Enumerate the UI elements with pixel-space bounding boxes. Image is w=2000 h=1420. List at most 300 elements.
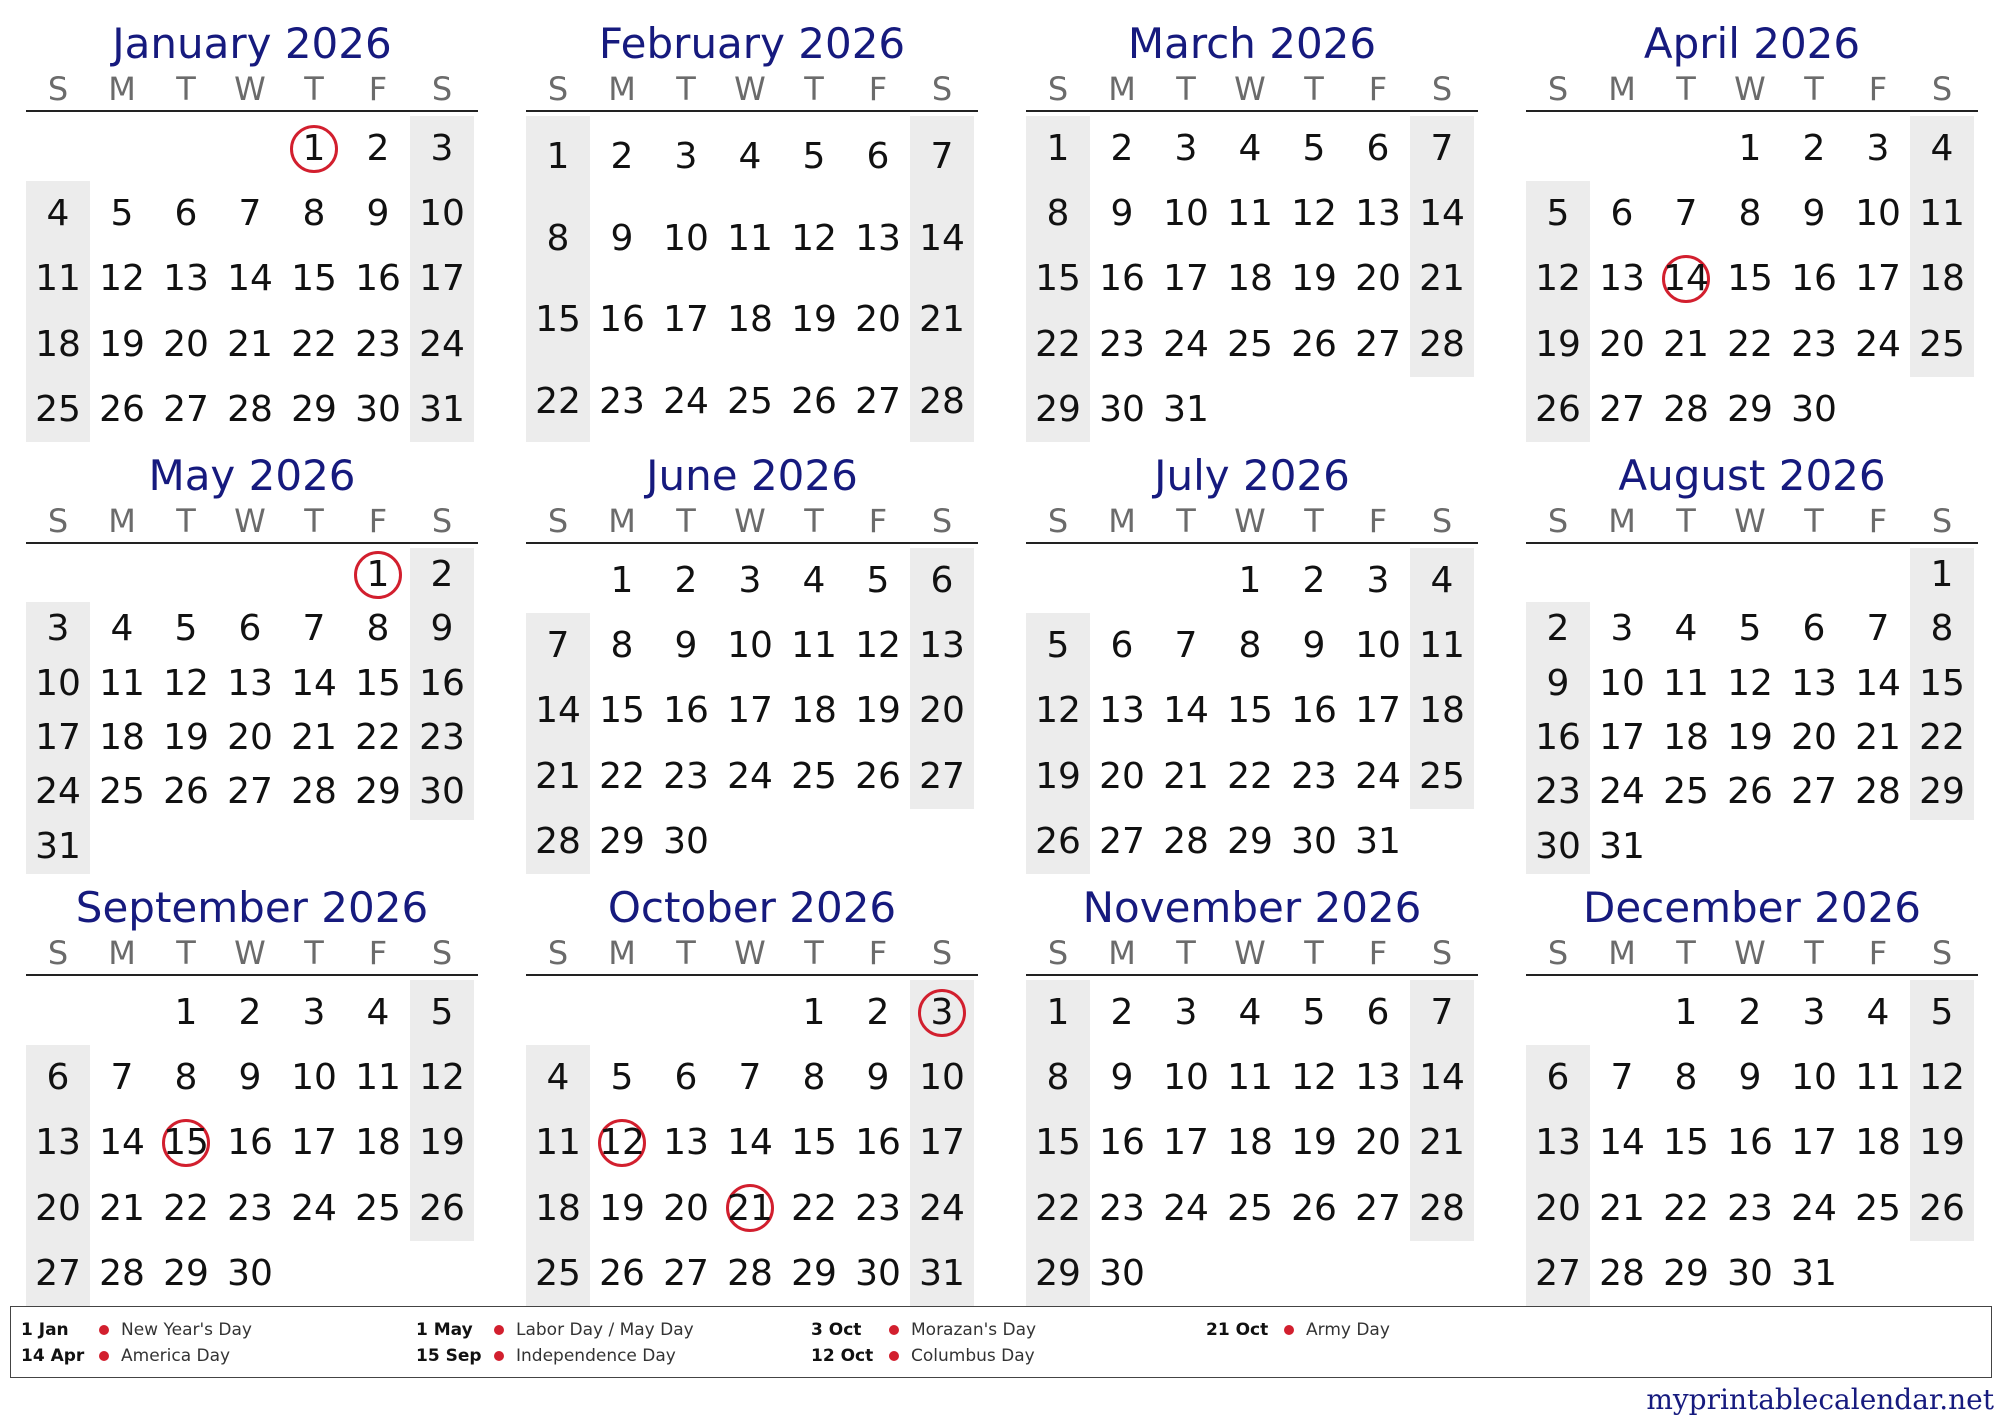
date-cell: 3 bbox=[930, 992, 954, 1033]
date-cell: 25 bbox=[1919, 323, 1965, 365]
weekday-label: T bbox=[676, 934, 696, 972]
date-cell: 9 bbox=[366, 193, 390, 235]
date-cell: 23 bbox=[419, 717, 465, 758]
date-cell: 10 bbox=[727, 625, 773, 667]
date-cell: 23 bbox=[355, 323, 401, 365]
holiday-date: 12 Oct bbox=[811, 1346, 874, 1366]
date-cell: 22 bbox=[355, 717, 401, 758]
date-cell: 26 bbox=[1291, 1187, 1337, 1229]
date-cell: 8 bbox=[1046, 1057, 1070, 1099]
date-cell: 1 bbox=[1046, 992, 1070, 1033]
date-cell: 30 bbox=[1791, 388, 1837, 430]
weekday-label: W bbox=[234, 502, 266, 540]
date-cell: 16 bbox=[1099, 258, 1145, 300]
month-block bbox=[1026, 18, 1478, 442]
weekday-label: S bbox=[47, 70, 69, 108]
date-cell: 19 bbox=[1035, 755, 1081, 797]
date-cell: 10 bbox=[291, 1057, 337, 1099]
date-cell: 26 bbox=[599, 1252, 645, 1294]
date-cell: 2 bbox=[610, 136, 634, 177]
date-cell: 20 bbox=[1599, 323, 1645, 365]
date-cell: 19 bbox=[163, 717, 209, 758]
date-cell: 17 bbox=[1855, 258, 1901, 300]
weekday-label: S bbox=[1431, 70, 1453, 108]
date-cell: 12 bbox=[1035, 690, 1081, 732]
date-cell: 30 bbox=[1099, 1252, 1145, 1294]
date-cell: 3 bbox=[738, 560, 762, 601]
date-cell: 8 bbox=[366, 608, 390, 650]
date-cell: 22 bbox=[1035, 1187, 1081, 1229]
date-cell: 8 bbox=[1238, 625, 1262, 667]
date-cell: 8 bbox=[1930, 608, 1954, 650]
date-cell: 8 bbox=[802, 1057, 826, 1099]
weekday-label: T bbox=[1676, 70, 1696, 108]
date-cell: 28 bbox=[1663, 388, 1709, 430]
date-cell: 5 bbox=[610, 1057, 634, 1099]
date-cell: 20 bbox=[227, 717, 273, 758]
date-cell: 18 bbox=[535, 1187, 581, 1229]
date-cell: 8 bbox=[174, 1057, 198, 1099]
date-cell: 14 bbox=[727, 1122, 773, 1164]
date-cell: 9 bbox=[1110, 193, 1134, 235]
date-cell: 21 bbox=[535, 755, 581, 797]
date-cell: 28 bbox=[1419, 323, 1465, 365]
date-cell: 29 bbox=[1663, 1252, 1709, 1294]
date-cell: 28 bbox=[99, 1252, 145, 1294]
date-cell: 6 bbox=[674, 1057, 698, 1099]
weekday-label: F bbox=[868, 934, 888, 972]
date-cell: 9 bbox=[866, 1057, 890, 1099]
date-cell: 12 bbox=[1535, 258, 1581, 300]
date-cell: 23 bbox=[1791, 323, 1837, 365]
date-cell: 9 bbox=[610, 217, 634, 259]
date-cell: 4 bbox=[802, 560, 826, 601]
date-cell: 6 bbox=[930, 560, 954, 601]
date-cell: 2 bbox=[1302, 560, 1326, 601]
month-title: June 2026 bbox=[646, 451, 858, 500]
date-cell: 6 bbox=[1110, 625, 1134, 667]
date-cell: 5 bbox=[430, 992, 454, 1033]
date-cell: 16 bbox=[663, 690, 709, 732]
date-cell: 31 bbox=[419, 388, 465, 430]
date-cell: 30 bbox=[1099, 388, 1145, 430]
holiday-date: 1 May bbox=[416, 1320, 473, 1340]
date-cell: 11 bbox=[99, 662, 145, 704]
date-cell: 26 bbox=[1035, 820, 1081, 862]
date-cell: 28 bbox=[535, 820, 581, 862]
date-cell: 16 bbox=[227, 1122, 273, 1164]
weekday-label: F bbox=[1868, 934, 1888, 972]
weekday-label: T bbox=[1176, 934, 1196, 972]
date-cell: 14 bbox=[1663, 258, 1709, 300]
date-cell: 23 bbox=[1727, 1187, 1773, 1229]
date-cell: 22 bbox=[1663, 1187, 1709, 1229]
date-cell: 7 bbox=[546, 625, 570, 667]
weekday-label: T bbox=[1804, 70, 1824, 108]
date-cell: 13 bbox=[855, 217, 901, 259]
month-title: September 2026 bbox=[75, 883, 429, 932]
date-cell: 11 bbox=[1227, 193, 1273, 235]
date-cell: 24 bbox=[1855, 323, 1901, 365]
date-cell: 2 bbox=[1738, 992, 1762, 1033]
date-cell: 2 bbox=[430, 554, 454, 595]
weekday-label: S bbox=[547, 934, 569, 972]
date-cell: 20 bbox=[855, 299, 901, 340]
date-cell: 30 bbox=[663, 820, 709, 862]
weekday-label: S bbox=[1931, 934, 1953, 972]
date-cell: 9 bbox=[430, 608, 454, 650]
date-cell: 27 bbox=[663, 1252, 709, 1294]
date-cell: 20 bbox=[1355, 258, 1401, 300]
holiday-name: Independence Day bbox=[516, 1346, 676, 1366]
date-cell: 29 bbox=[791, 1252, 837, 1294]
date-cell: 11 bbox=[1227, 1057, 1273, 1099]
date-cell: 18 bbox=[1227, 258, 1273, 300]
weekday-label: M bbox=[1608, 502, 1636, 540]
weekday-label: S bbox=[47, 934, 69, 972]
weekday-header bbox=[1026, 934, 1478, 976]
weekday-header bbox=[26, 502, 478, 544]
date-cell: 19 bbox=[791, 299, 837, 340]
date-cell: 24 bbox=[1599, 771, 1645, 813]
date-cell: 7 bbox=[930, 136, 954, 177]
date-cell: 23 bbox=[855, 1187, 901, 1229]
date-cell: 24 bbox=[35, 771, 81, 813]
weekday-header bbox=[526, 502, 978, 544]
weekday-label: S bbox=[1931, 502, 1953, 540]
date-cell: 5 bbox=[1046, 625, 1070, 667]
date-cell: 17 bbox=[419, 258, 465, 300]
holiday-dot-icon bbox=[1284, 1325, 1294, 1335]
date-cell: 8 bbox=[302, 193, 326, 235]
date-cell: 10 bbox=[1163, 193, 1209, 235]
date-cell: 26 bbox=[1291, 323, 1337, 365]
date-cell: 9 bbox=[1802, 193, 1826, 235]
date-cell: 12 bbox=[1291, 193, 1337, 235]
weekday-header bbox=[26, 70, 478, 112]
date-cell: 11 bbox=[355, 1057, 401, 1099]
date-cell: 4 bbox=[46, 193, 70, 235]
date-cell: 28 bbox=[227, 388, 273, 430]
date-cell: 2 bbox=[366, 128, 390, 169]
weekday-header bbox=[1526, 70, 1978, 112]
date-cell: 17 bbox=[1599, 717, 1645, 758]
date-cell: 4 bbox=[110, 608, 134, 650]
holiday-name: America Day bbox=[121, 1346, 231, 1366]
date-cell: 14 bbox=[1419, 193, 1465, 235]
date-cell: 2 bbox=[1110, 128, 1134, 169]
weekday-label: S bbox=[931, 934, 953, 972]
date-cell: 31 bbox=[1163, 388, 1209, 430]
date-cell: 25 bbox=[1663, 771, 1709, 813]
weekday-header bbox=[1026, 502, 1478, 544]
date-cell: 10 bbox=[35, 662, 81, 704]
date-cell: 14 bbox=[1163, 690, 1209, 732]
date-cell: 6 bbox=[866, 136, 890, 177]
weekday-label: T bbox=[1176, 502, 1196, 540]
date-cell: 18 bbox=[1227, 1122, 1273, 1164]
date-cell: 16 bbox=[419, 662, 465, 704]
date-cell: 3 bbox=[1610, 608, 1634, 650]
date-cell: 14 bbox=[1599, 1122, 1645, 1164]
date-cell: 15 bbox=[1919, 662, 1965, 704]
date-cell: 17 bbox=[727, 690, 773, 732]
weekday-label: W bbox=[734, 502, 766, 540]
date-cell: 22 bbox=[1727, 323, 1773, 365]
date-cell: 29 bbox=[291, 388, 337, 430]
date-cell: 16 bbox=[1727, 1122, 1773, 1164]
date-cell: 8 bbox=[1046, 193, 1070, 235]
date-cell: 25 bbox=[1419, 755, 1465, 797]
weekday-label: M bbox=[108, 934, 136, 972]
date-cell: 5 bbox=[866, 560, 890, 601]
date-cell: 13 bbox=[1791, 662, 1837, 704]
month-block bbox=[1526, 882, 1978, 1306]
month-title: August 2026 bbox=[1618, 451, 1886, 500]
date-cell: 26 bbox=[855, 755, 901, 797]
weekday-label: S bbox=[431, 70, 453, 108]
date-cell: 28 bbox=[727, 1252, 773, 1294]
weekday-header bbox=[526, 70, 978, 112]
date-cell: 12 bbox=[1919, 1057, 1965, 1099]
date-cell: 27 bbox=[1535, 1252, 1581, 1294]
date-cell: 9 bbox=[1302, 625, 1326, 667]
date-cell: 1 bbox=[802, 992, 826, 1033]
date-cell: 25 bbox=[727, 380, 773, 422]
date-cell: 20 bbox=[1791, 717, 1837, 758]
weekday-label: M bbox=[1108, 70, 1136, 108]
date-cell: 22 bbox=[1035, 323, 1081, 365]
date-cell: 14 bbox=[535, 690, 581, 732]
date-cell: 30 bbox=[1535, 825, 1581, 867]
month-title: November 2026 bbox=[1082, 883, 1422, 932]
date-cell: 10 bbox=[419, 193, 465, 235]
month-title: February 2026 bbox=[598, 19, 906, 68]
date-cell: 18 bbox=[1855, 1122, 1901, 1164]
weekday-label: S bbox=[1047, 502, 1069, 540]
weekday-label: F bbox=[1868, 502, 1888, 540]
weekday-label: S bbox=[547, 502, 569, 540]
date-cell: 27 bbox=[163, 388, 209, 430]
weekday-label: T bbox=[804, 70, 824, 108]
date-cell: 7 bbox=[302, 608, 326, 650]
month-block bbox=[26, 18, 478, 442]
date-cell: 24 bbox=[1163, 323, 1209, 365]
weekday-label: W bbox=[1234, 70, 1266, 108]
month-block bbox=[526, 882, 978, 1306]
weekday-label: F bbox=[1368, 502, 1388, 540]
date-cell: 18 bbox=[355, 1122, 401, 1164]
date-cell: 25 bbox=[535, 1252, 581, 1294]
weekday-label: T bbox=[304, 502, 324, 540]
date-cell: 31 bbox=[1599, 825, 1645, 867]
weekday-label: F bbox=[868, 502, 888, 540]
date-cell: 23 bbox=[663, 755, 709, 797]
weekday-label: M bbox=[108, 502, 136, 540]
date-cell: 30 bbox=[1291, 820, 1337, 862]
weekday-label: M bbox=[108, 70, 136, 108]
month-block bbox=[26, 450, 478, 874]
site-link[interactable]: myprintablecalendar.net bbox=[1646, 1383, 1994, 1416]
weekday-label: W bbox=[234, 934, 266, 972]
date-cell: 23 bbox=[1099, 1187, 1145, 1229]
date-cell: 2 bbox=[674, 560, 698, 601]
date-cell: 13 bbox=[919, 625, 965, 667]
date-cell: 20 bbox=[663, 1187, 709, 1229]
weekday-label: F bbox=[368, 502, 388, 540]
date-cell: 21 bbox=[1855, 717, 1901, 758]
weekday-label: S bbox=[1047, 934, 1069, 972]
date-cell: 22 bbox=[535, 380, 581, 422]
weekday-label: T bbox=[1676, 934, 1696, 972]
date-cell: 14 bbox=[227, 258, 273, 300]
date-cell: 21 bbox=[919, 299, 965, 340]
month-title: December 2026 bbox=[1582, 883, 1922, 932]
date-cell: 7 bbox=[1430, 128, 1454, 169]
date-cell: 22 bbox=[791, 1187, 837, 1229]
date-cell: 13 bbox=[1355, 1057, 1401, 1099]
weekday-label: F bbox=[368, 70, 388, 108]
date-cell: 16 bbox=[1535, 717, 1581, 758]
weekday-label: S bbox=[1431, 502, 1453, 540]
date-cell: 3 bbox=[1366, 560, 1390, 601]
date-cell: 31 bbox=[919, 1252, 965, 1294]
date-cell: 9 bbox=[1110, 1057, 1134, 1099]
date-cell: 22 bbox=[163, 1187, 209, 1229]
date-cell: 7 bbox=[1430, 992, 1454, 1033]
date-cell: 28 bbox=[1419, 1187, 1465, 1229]
date-cell: 1 bbox=[1046, 128, 1070, 169]
date-cell: 6 bbox=[46, 1057, 70, 1099]
date-cell: 5 bbox=[802, 136, 826, 177]
weekday-label: S bbox=[931, 502, 953, 540]
date-cell: 5 bbox=[1738, 608, 1762, 650]
date-cell: 8 bbox=[610, 625, 634, 667]
weekday-label: T bbox=[1804, 502, 1824, 540]
date-cell: 10 bbox=[663, 217, 709, 259]
date-cell: 21 bbox=[227, 323, 273, 365]
date-cell: 24 bbox=[1163, 1187, 1209, 1229]
date-cell: 4 bbox=[1430, 560, 1454, 601]
holiday-date: 21 Oct bbox=[1206, 1320, 1269, 1340]
date-cell: 15 bbox=[535, 299, 581, 340]
date-cell: 13 bbox=[163, 258, 209, 300]
holiday-dot-icon bbox=[889, 1351, 899, 1361]
date-cell: 4 bbox=[546, 1057, 570, 1099]
date-cell: 14 bbox=[99, 1122, 145, 1164]
date-cell: 16 bbox=[1791, 258, 1837, 300]
date-cell: 11 bbox=[1919, 193, 1965, 235]
date-cell: 6 bbox=[1802, 608, 1826, 650]
date-cell: 22 bbox=[291, 323, 337, 365]
holiday-date: 1 Jan bbox=[21, 1320, 69, 1340]
weekday-label: S bbox=[47, 502, 69, 540]
weekday-label: W bbox=[734, 934, 766, 972]
weekday-header bbox=[526, 934, 978, 976]
date-cell: 6 bbox=[174, 193, 198, 235]
date-cell: 17 bbox=[291, 1122, 337, 1164]
date-cell: 25 bbox=[1227, 323, 1273, 365]
date-cell: 21 bbox=[1419, 1122, 1465, 1164]
date-cell: 7 bbox=[1610, 1057, 1634, 1099]
date-cell: 4 bbox=[1930, 128, 1954, 169]
date-cell: 27 bbox=[1791, 771, 1837, 813]
date-cell: 10 bbox=[919, 1057, 965, 1099]
date-cell: 26 bbox=[1919, 1187, 1965, 1229]
weekday-label: W bbox=[1734, 502, 1766, 540]
date-cell: 16 bbox=[1099, 1122, 1145, 1164]
date-cell: 10 bbox=[1355, 625, 1401, 667]
date-cell: 25 bbox=[1855, 1187, 1901, 1229]
date-cell: 27 bbox=[1599, 388, 1645, 430]
month-block bbox=[1026, 882, 1478, 1306]
date-cell: 24 bbox=[727, 755, 773, 797]
weekday-label: F bbox=[368, 934, 388, 972]
date-cell: 18 bbox=[791, 690, 837, 732]
date-cell: 15 bbox=[1035, 1122, 1081, 1164]
date-cell: 29 bbox=[163, 1252, 209, 1294]
weekday-label: T bbox=[676, 502, 696, 540]
date-cell: 12 bbox=[163, 662, 209, 704]
date-cell: 26 bbox=[1727, 771, 1773, 813]
date-cell: 24 bbox=[419, 323, 465, 365]
date-cell: 13 bbox=[1535, 1122, 1581, 1164]
date-cell: 7 bbox=[1674, 193, 1698, 235]
date-cell: 11 bbox=[35, 258, 81, 300]
date-cell: 29 bbox=[1035, 388, 1081, 430]
weekday-label: T bbox=[1676, 502, 1696, 540]
month-block bbox=[26, 882, 478, 1306]
date-cell: 24 bbox=[291, 1187, 337, 1229]
date-cell: 21 bbox=[727, 1187, 773, 1229]
date-cell: 18 bbox=[99, 717, 145, 758]
date-cell: 27 bbox=[1355, 323, 1401, 365]
month-title: March 2026 bbox=[1127, 19, 1377, 68]
date-cell: 26 bbox=[1535, 388, 1581, 430]
date-cell: 18 bbox=[1663, 717, 1709, 758]
date-cell: 3 bbox=[1802, 992, 1826, 1033]
date-cell: 21 bbox=[1663, 323, 1709, 365]
date-cell: 28 bbox=[1855, 771, 1901, 813]
date-cell: 23 bbox=[1535, 771, 1581, 813]
date-cell: 2 bbox=[1802, 128, 1826, 169]
date-cell: 3 bbox=[1866, 128, 1890, 169]
date-cell: 21 bbox=[1163, 755, 1209, 797]
holiday-name: Columbus Day bbox=[911, 1346, 1035, 1366]
date-cell: 3 bbox=[430, 128, 454, 169]
date-cell: 11 bbox=[1663, 662, 1709, 704]
month-block bbox=[526, 450, 978, 874]
date-cell: 17 bbox=[663, 299, 709, 340]
weekday-label: S bbox=[1547, 934, 1569, 972]
date-cell: 27 bbox=[1099, 820, 1145, 862]
date-cell: 20 bbox=[1355, 1122, 1401, 1164]
month-block bbox=[526, 18, 978, 442]
date-cell: 28 bbox=[919, 380, 965, 422]
date-cell: 16 bbox=[855, 1122, 901, 1164]
date-cell: 19 bbox=[1291, 258, 1337, 300]
weekday-label: T bbox=[804, 502, 824, 540]
date-cell: 15 bbox=[1727, 258, 1773, 300]
date-cell: 9 bbox=[674, 625, 698, 667]
date-cell: 23 bbox=[1291, 755, 1337, 797]
date-cell: 30 bbox=[855, 1252, 901, 1294]
date-cell: 24 bbox=[1355, 755, 1401, 797]
date-cell: 26 bbox=[791, 380, 837, 422]
date-cell: 30 bbox=[227, 1252, 273, 1294]
weekday-label: F bbox=[1868, 70, 1888, 108]
date-cell: 31 bbox=[35, 825, 81, 867]
